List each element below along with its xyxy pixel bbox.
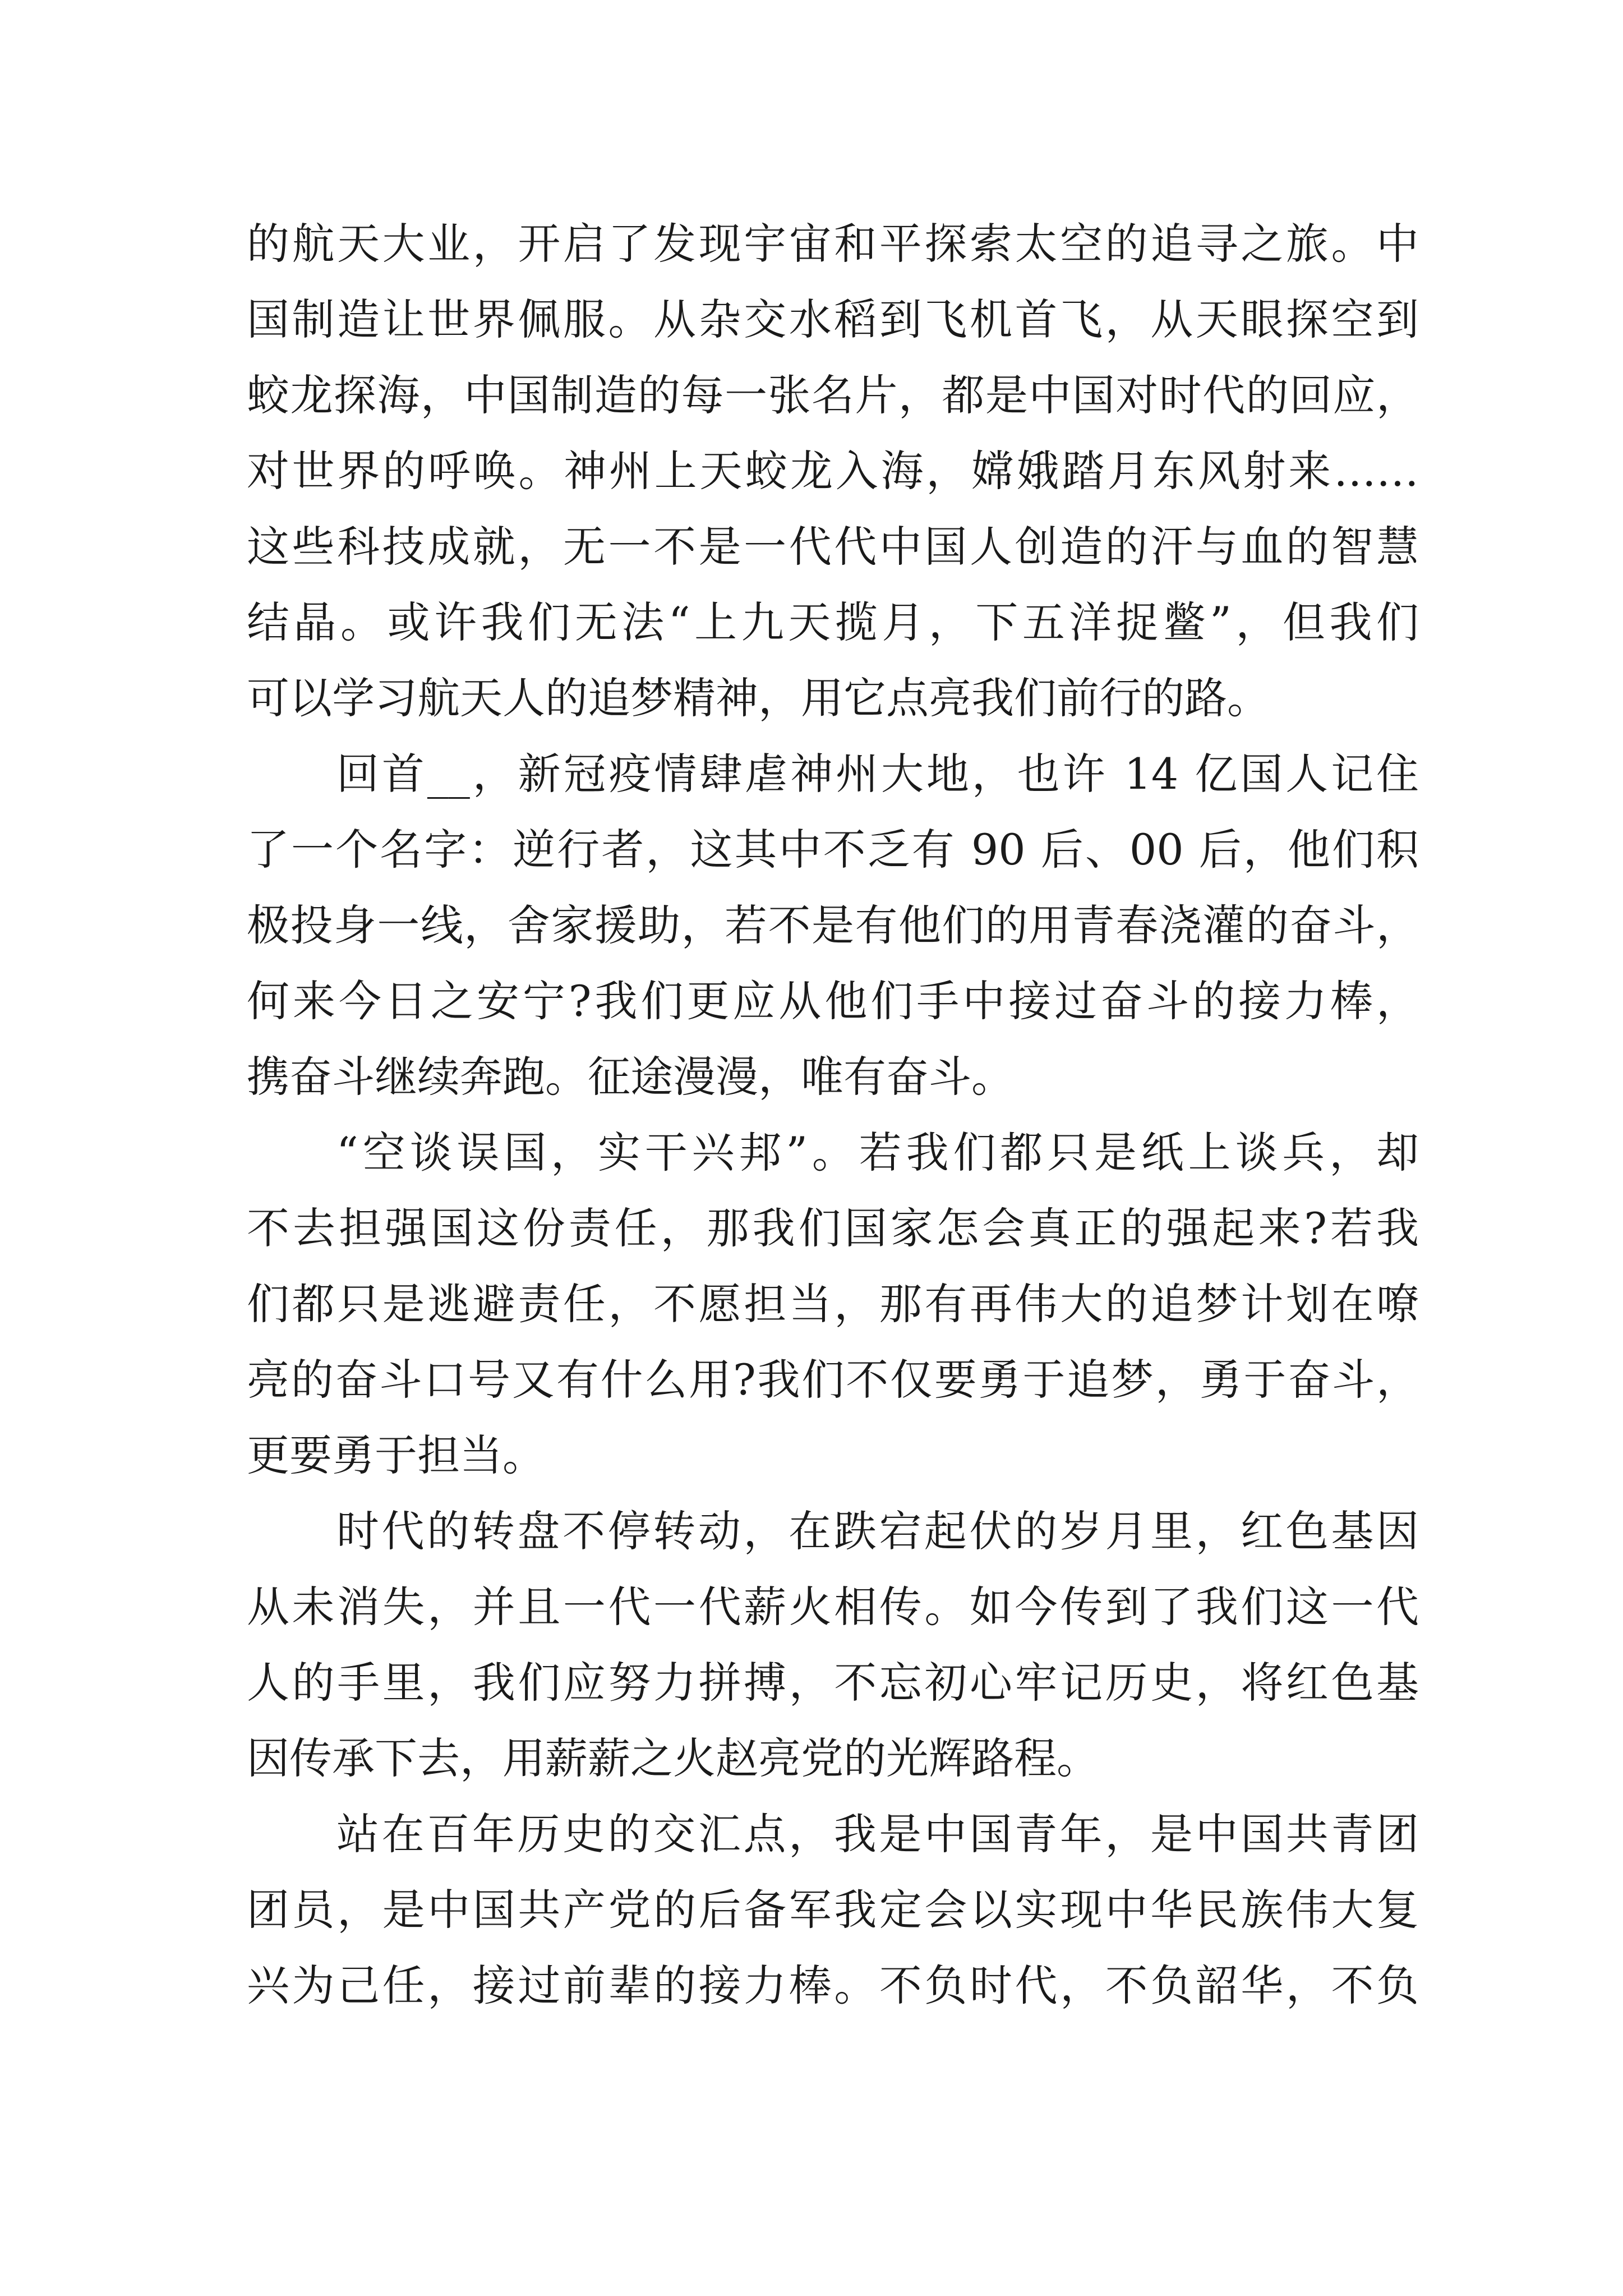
text-line: 可以学习航天人的追梦精神，用它点亮我们前行的路。 [247, 673, 1270, 723]
text-line: 人的手里，我们应努力拼搏，不忘初心牢记历史，将红色基 [247, 1658, 1419, 1708]
paragraph-first-line: 回首__，新冠疫情肆虐神州大地，也许 14 亿国人记住 [336, 749, 1419, 799]
text-line: 更要勇于担当。 [247, 1430, 545, 1480]
text-line: 携奋斗继续奔跑。征途漫漫，唯有奋斗。 [247, 1052, 1014, 1102]
text-line: 不去担强国这份责任，那我们国家怎会真正的强起来?若我 [247, 1203, 1419, 1253]
text-line: 因传承下去，用薪薪之火赵亮党的光辉路程。 [247, 1733, 1099, 1783]
text-line: 极投身一线，舍家援助，若不是有他们的用青春浇灌的奋斗， [247, 900, 1419, 950]
text-line: 蛟龙探海，中国制造的每一张名片，都是中国对时代的回应， [247, 370, 1419, 420]
text-line: 结晶。或许我们无法“上九天揽月，下五洋捉鳖”，但我们 [247, 597, 1419, 647]
text-line: 这些科技成就，无一不是一代代中国人创造的汗与血的智慧 [247, 522, 1419, 572]
text-line: 的航天大业，开启了发现宇宙和平探索太空的追寻之旅。中 [247, 219, 1419, 269]
text-line: 亮的奋斗口号又有什么用?我们不仅要勇于追梦，勇于奋斗， [247, 1355, 1419, 1405]
text-line: 从未消失，并且一代一代薪火相传。如今传到了我们这一代 [247, 1582, 1419, 1632]
paragraph-first-line: 时代的转盘不停转动，在跌宕起伏的岁月里，红色基因 [336, 1506, 1419, 1556]
text-line: 何来今日之安宁?我们更应从他们手中接过奋斗的接力棒， [247, 976, 1419, 1026]
paragraph-first-line: “空谈误国，实干兴邦”。若我们都只是纸上谈兵，却 [336, 1128, 1419, 1177]
text-line: 对世界的呼唤。神州上天蛟龙入海，嫦娥踏月东风射来…… [247, 446, 1419, 496]
text-line: 们都只是逃避责任，不愿担当，那有再伟大的追梦计划在嘹 [247, 1279, 1419, 1329]
text-line: 团员，是中国共产党的后备军我定会以实现中华民族伟大复 [247, 1885, 1419, 1935]
text-line: 国制造让世界佩服。从杂交水稻到飞机首飞，从天眼探空到 [247, 295, 1419, 344]
text-line: 了一个名字：逆行者，这其中不乏有 90 后、00 后，他们积 [247, 825, 1419, 875]
paragraph-first-line: 站在百年历史的交汇点，我是中国青年，是中国共青团 [336, 1809, 1419, 1859]
text-line: 兴为己任，接过前辈的接力棒。不负时代，不负韶华，不负 [247, 1961, 1419, 2010]
